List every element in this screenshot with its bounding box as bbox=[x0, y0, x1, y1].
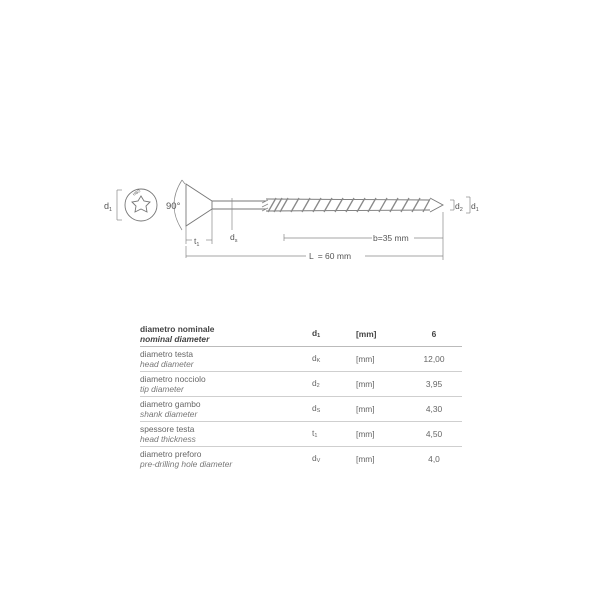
angle-label: 90° bbox=[166, 201, 181, 212]
row-label-en: head thickness bbox=[140, 434, 196, 444]
d1-left-bracket bbox=[117, 190, 122, 220]
header-value: 6 bbox=[406, 322, 462, 347]
row-label: diametro testa bbox=[140, 349, 194, 359]
header-unit: [mm] bbox=[356, 322, 406, 347]
row-label-en: pre-drilling hole diameter bbox=[140, 459, 233, 469]
t1-dimension bbox=[186, 209, 212, 244]
row-unit: [mm] bbox=[356, 372, 406, 397]
row-symbol: dS bbox=[312, 397, 356, 422]
row-symbol: dK bbox=[312, 347, 356, 372]
row-value: 3,95 bbox=[406, 372, 462, 397]
b-dimension bbox=[284, 212, 443, 260]
d1-left-label: $d_1$ bbox=[104, 201, 113, 213]
ds-label: $d_s$ bbox=[230, 232, 238, 244]
row-label: spessore testa bbox=[140, 424, 195, 434]
d2-bracket bbox=[450, 200, 454, 210]
row-symbol: d2 bbox=[312, 372, 356, 397]
d1-right-label: $d_1$ bbox=[471, 201, 479, 213]
row-value: 4,0 bbox=[406, 447, 462, 472]
t1-label: $t_1$ bbox=[194, 236, 200, 248]
row-value: 4,50 bbox=[406, 422, 462, 447]
header-label-cell bbox=[140, 322, 312, 347]
row-label: diametro preforo bbox=[140, 449, 202, 459]
L-label: L = 60 mm bbox=[309, 251, 352, 261]
d2-label: $d_2$ bbox=[455, 201, 463, 213]
row-value: 4,30 bbox=[406, 397, 462, 422]
row-unit: [mm] bbox=[356, 422, 406, 447]
row-unit: [mm] bbox=[356, 347, 406, 372]
row-label: diametro nocciolo bbox=[140, 374, 206, 384]
d1-right-bracket bbox=[466, 197, 470, 213]
screw-side-view bbox=[186, 184, 443, 226]
table-header-row bbox=[140, 322, 462, 347]
b-label: b=35 mm bbox=[373, 233, 409, 243]
header-label-en: nominal diameter bbox=[140, 334, 210, 344]
table-row bbox=[140, 397, 462, 422]
table-row bbox=[140, 372, 462, 397]
row-symbol: t1 bbox=[312, 422, 356, 447]
table-row bbox=[140, 422, 462, 447]
table-row bbox=[140, 447, 462, 472]
row-label-en: head diameter bbox=[140, 359, 194, 369]
header-label: diametro nominale bbox=[140, 324, 215, 334]
row-label-en: shank diameter bbox=[140, 409, 198, 419]
head-marking: HBS bbox=[131, 188, 142, 197]
row-unit: [mm] bbox=[356, 397, 406, 422]
L-dimension bbox=[186, 246, 443, 258]
row-value: 12,00 bbox=[406, 347, 462, 372]
specs-table bbox=[140, 322, 462, 471]
table-row bbox=[140, 347, 462, 372]
header-symbol: d1 bbox=[312, 322, 356, 347]
row-label: diametro gambo bbox=[140, 399, 201, 409]
row-label-en: tip diameter bbox=[140, 384, 184, 394]
row-symbol: dV bbox=[312, 447, 356, 472]
row-unit: [mm] bbox=[356, 447, 406, 472]
screw-head-top-view bbox=[125, 188, 157, 221]
